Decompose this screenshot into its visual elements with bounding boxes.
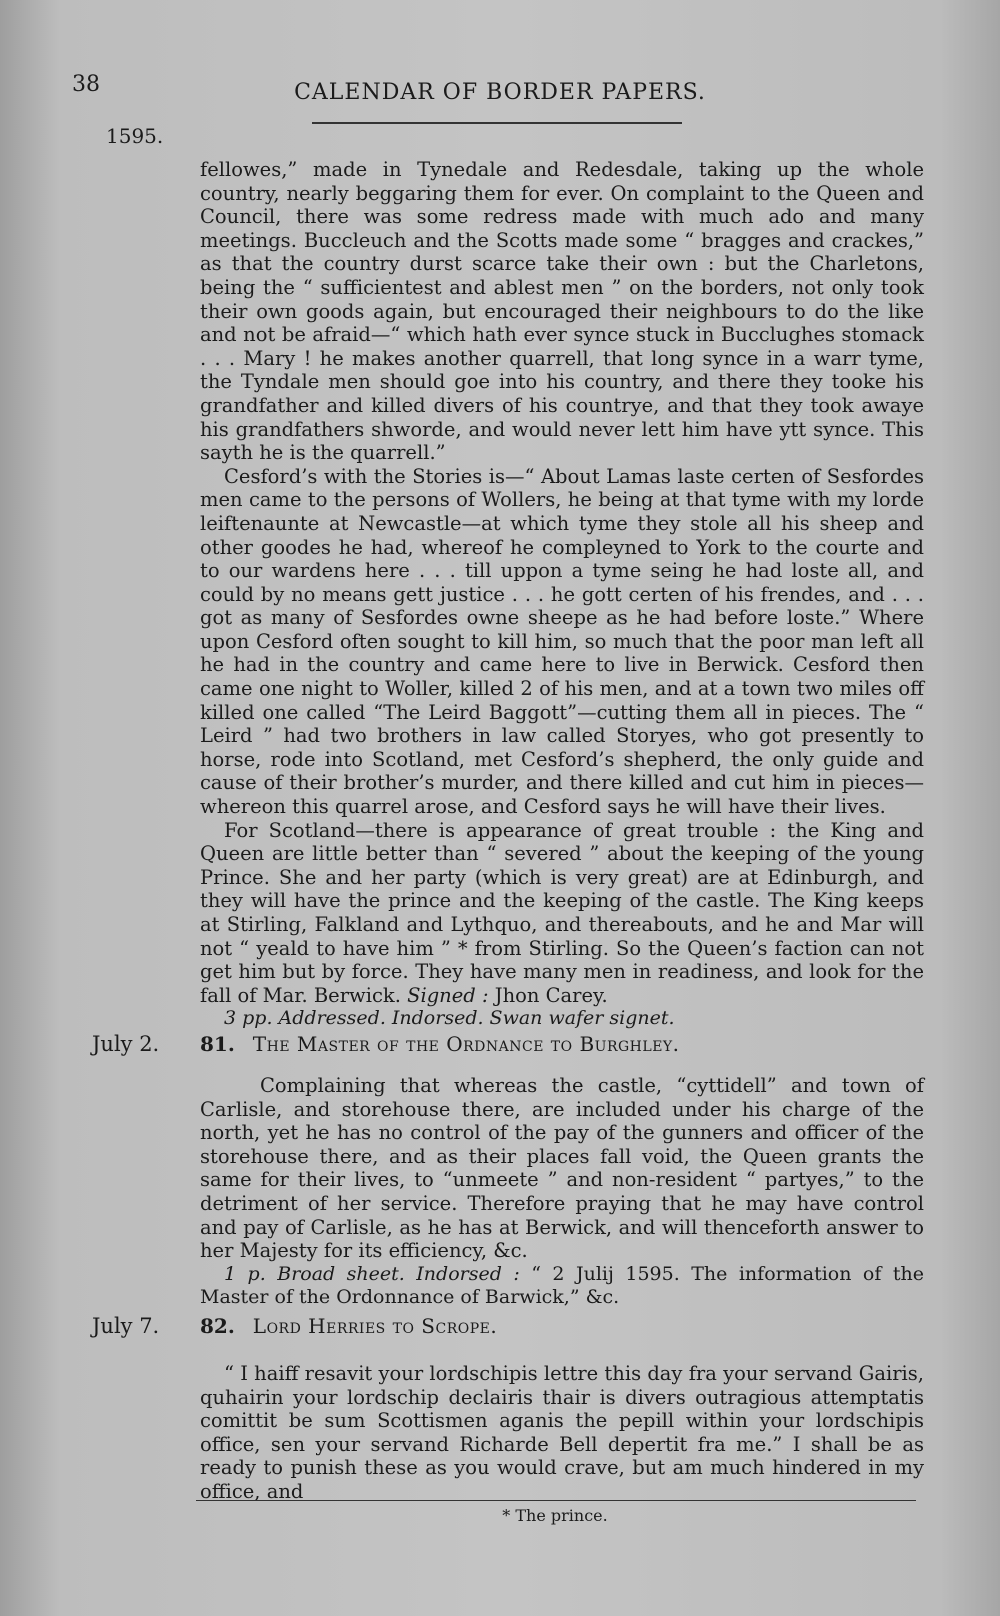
paragraph: Cesford’s with the Stories is—“ About Lamas laste certen of Sesfordes men came to the persons of Wollers, he being at that tyme with my lorde leiftenaunte at Newcastle—at which tyme they stole all his sheep and other goodes he had, whereof he compleyned to York to the courte and to our wardens here . . . till uppon a tyme seing he had loste all, and could by no means gett justice . . . he gott certen of his frendes, and . . . got as many of Sesfordes owne sheepe as he had before loste.” Where upon Cesford often sought to kill him, so much that the poor man left all he had in the country and came here to live in Berwick. Cesford then came one night to Woller, killed 2 of his men, and at a town two miles off killed one called “The Leird Baggott”—cutting them all in pieces. The “ Leird ” had two brothers in law called Storyes, who got presently to horse, rode into Scotland, met Cesford’s shepherd, the only guide and cause of their brother’s murder, and there killed and cut him in pieces—whereon this quarrel arose, and Cesford says he will have their lives.	[200, 464, 924, 819]
paragraph: fellowes,” made in Tynedale and Redesdale, taking up the whole country, nearly beggaring them for ever. On complaint to the Queen and Council, there was some redress made with much ado and many meetings. Buccleuch and the Scotts made some “ bragges and crackes,” as that the country durst scarce take their own : but the Charletons, being the “ sufficientest and ablest men ” on the borders, not only took their own goods again, but encouraged their neighbours to do the like and not be afraid—“ which hath ever synce stuck in Bucclughes stomack . . . Mary ! he makes another quarrell, that long synce in a warr tyme, the Tyndale men should goe into his country, and there they tooke his grandfather and killed divers of his countrye, and that they took awaye his grandfathers shworde, and would never lett him have ytt synce. This sayth he is the quarrell.”	[200, 158, 924, 465]
entry-title: Lord Herries to Scrope.	[252, 1314, 498, 1338]
paragraph: Complaining that whereas the castle, “cyttidell” and town of Carlisle, and storehouse there, are included under his charge of the north, yet he has no control of the pay of the gunners and officer of the storehouse there, and as their places fall void, the Queen grants the same for their lives, to “unmeete ” and non-resident “ partyes,” to the detriment of her service. Therefore praying that he may have control and pay of Carlisle, as he has at Berwick, and will thenceforth answer to her Majesty for its efficiency, &c.	[200, 1074, 924, 1263]
signed-label: Signed :	[407, 983, 489, 1007]
entry-number: 82.	[200, 1314, 235, 1338]
paragraph-text: For Scotland—there is appearance of great trouble : the King and Queen are little better than “ severed ” about the keeping of the young Prince. She and her party (which is very great) are at Edinburgh, and they will have the prince and the keeping of the castle. The King keeps at Stirling, Falkland and Lythquo, and thereabouts, and he and Mar will not “ yeald to have him ” * from Stirling. So the Queen’s faction can not get him but by force. They have many men in readiness, and look for the fall of Mar. Berwick.	[200, 818, 924, 1007]
document-note: 3 pp. Addressed. Indorsed. Swan wafer signet.	[224, 1007, 675, 1030]
entry-title: The Master of the Ordnance to Burghley.	[252, 1032, 680, 1056]
entry-heading	[200, 1032, 680, 1056]
continued-letter	[200, 158, 924, 1031]
entry-82-body	[200, 1362, 924, 1504]
running-head: CALENDAR OF BORDER PAPERS.	[294, 80, 706, 105]
document-note: 1 p. Broad sheet. Indorsed : “ 2 Julij 1595. The information of the Master of the Ordonnance of Barwick,” &c.	[200, 1262, 924, 1309]
footnote: * The prince.	[502, 1506, 608, 1525]
footnote-rule	[196, 1500, 916, 1501]
header-rule	[312, 122, 682, 124]
paragraph	[200, 819, 924, 1008]
entry-number: 81.	[200, 1032, 235, 1056]
paragraph: “ I haiff resavit your lordschipis lettre this day fra your servand Gairis, quhairin your lordschip declairis thair is divers outragious attemptatis comittit be sum Scottismen aganis the pepill within your lordschipis office, sen your servand Richarde Bell depertit fra me.” I shall be as ready to punish these as you would crave, but am much hindered in my office, and	[200, 1362, 924, 1503]
entry-81-body	[200, 1074, 924, 1310]
entry-date: July 2.	[92, 1032, 160, 1056]
margin-year: 1595.	[106, 124, 164, 148]
page-number: 38	[72, 72, 100, 97]
entry-heading	[200, 1314, 497, 1338]
signatory: Jhon Carey.	[494, 983, 608, 1007]
entry-date: July 7.	[92, 1314, 160, 1338]
